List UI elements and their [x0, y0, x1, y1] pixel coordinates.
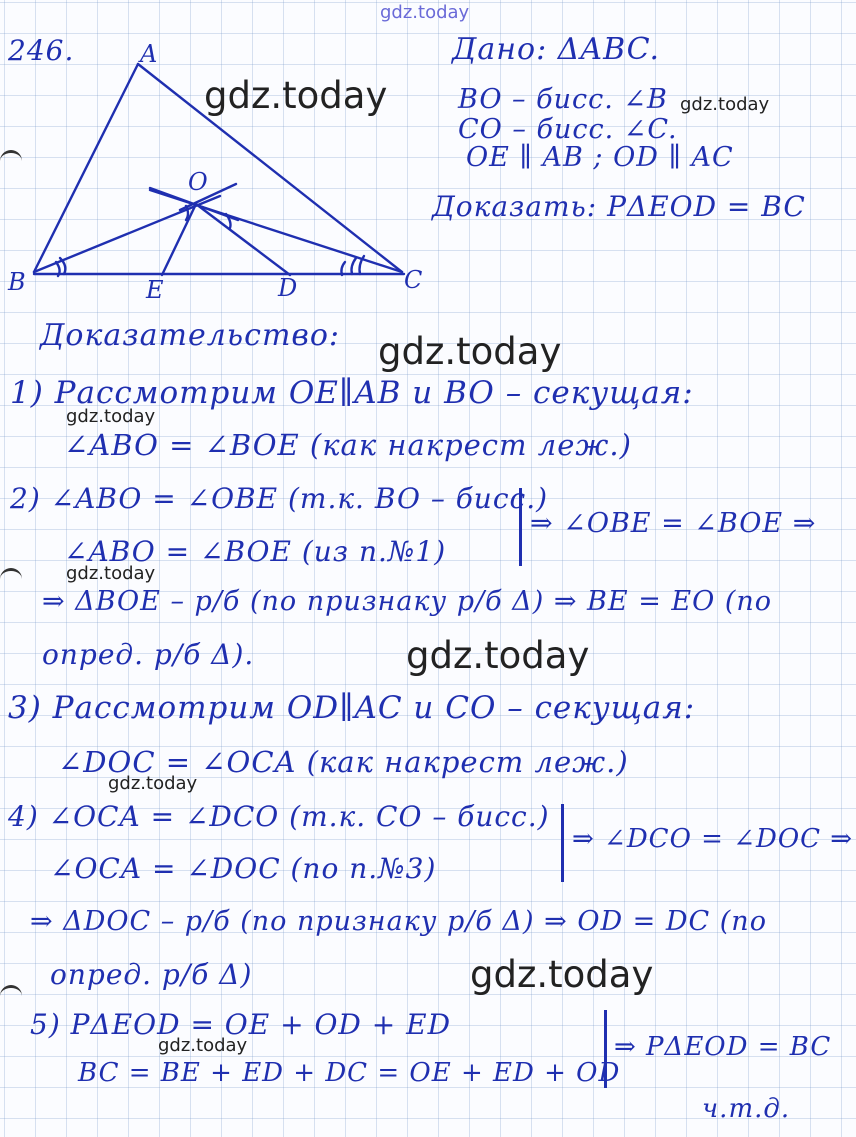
proof-line-10: 4) ∠OCA = ∠DCO (т.к. CO – бисс.) — [8, 800, 550, 833]
proof-line-1: 1) Рассмотрим OE∥AB и BO – секущая: — [10, 375, 694, 411]
proof-line-7: опред. р/б Δ). — [42, 638, 255, 671]
proof-line-12: ⇒ ∠DCO = ∠DOC ⇒ — [572, 824, 854, 854]
angle-mark-c1 — [352, 258, 357, 274]
proof-line-17: ⇒ PΔEOD = BC — [614, 1032, 832, 1062]
watermark-6: gdz.today — [406, 634, 590, 677]
watermark-8: gdz.today — [470, 953, 654, 996]
angle-mark-o2 — [186, 206, 188, 220]
segment-od — [196, 204, 290, 275]
vertex-d: D — [278, 274, 298, 302]
bracket-step-5 — [604, 1010, 607, 1088]
watermark-1: gdz.today — [204, 74, 388, 117]
proof-title: Доказательство: — [40, 318, 341, 353]
proof-line-9: ∠DOC = ∠OCA (как накрест леж.) — [58, 745, 629, 779]
given-line-2: CO – бисс. ∠C. — [458, 114, 678, 145]
bracket-step-2 — [519, 488, 522, 566]
proof-line-6: ⇒ ΔBOE – р/б (по признаку р/б Δ) ⇒ BE = EO (по — [42, 586, 773, 617]
proof-line-8: 3) Рассмотрим OD∥AC и CO – секущая: — [8, 690, 696, 726]
watermark-7: gdz.today — [108, 773, 198, 794]
given-line-1: BO – бисс. ∠B — [458, 84, 668, 115]
proof-line-3: 2) ∠ABO = ∠OBE (т.к. BO – бисс.) — [10, 482, 549, 515]
watermark-2: gdz.today — [680, 94, 770, 115]
vertex-o: O — [188, 168, 208, 196]
watermark-5: gdz.today — [66, 563, 156, 584]
vertex-c: C — [404, 266, 423, 294]
proof-line-16: BC = BE + ED + DC = OE + ED + OD — [78, 1058, 621, 1088]
problem-number: 246. — [8, 34, 75, 67]
vertex-e: E — [146, 276, 164, 304]
prove-statement: Доказать: PΔEOD = BC — [432, 190, 806, 223]
vertex-b: B — [8, 268, 26, 296]
side-ab — [34, 64, 138, 272]
given-line-3: OE ∥ AB ; OD ∥ AC — [466, 142, 734, 173]
segment-oe — [162, 204, 196, 275]
watermark-4: gdz.today — [66, 406, 156, 427]
bracket-step-4 — [561, 804, 564, 882]
proof-line-13: ⇒ ΔDOC – р/б (по признаку р/б Δ) ⇒ OD = DC (по — [30, 906, 767, 937]
proof-line-5: ⇒ ∠OBE = ∠BOE ⇒ — [530, 508, 817, 539]
watermark-3: gdz.today — [378, 330, 562, 373]
header-watermark: gdz.today — [380, 2, 470, 23]
qed: ч.т.д. — [702, 1094, 791, 1124]
proof-line-4: ∠ABO = ∠BOE (из п.№1) — [64, 535, 447, 568]
given-title: Дано: ΔABC. — [452, 32, 661, 67]
proof-line-15: 5) PΔEOD = OE + OD + ED — [30, 1008, 452, 1041]
proof-line-2: ∠ABO = ∠BOE (как накрест леж.) — [64, 428, 632, 462]
proof-line-11: ∠OCA = ∠DOC (по п.№3) — [50, 852, 437, 885]
vertex-a: A — [140, 40, 158, 68]
watermark-9: gdz.today — [158, 1035, 248, 1056]
proof-line-14: опред. р/б Δ) — [50, 958, 253, 991]
